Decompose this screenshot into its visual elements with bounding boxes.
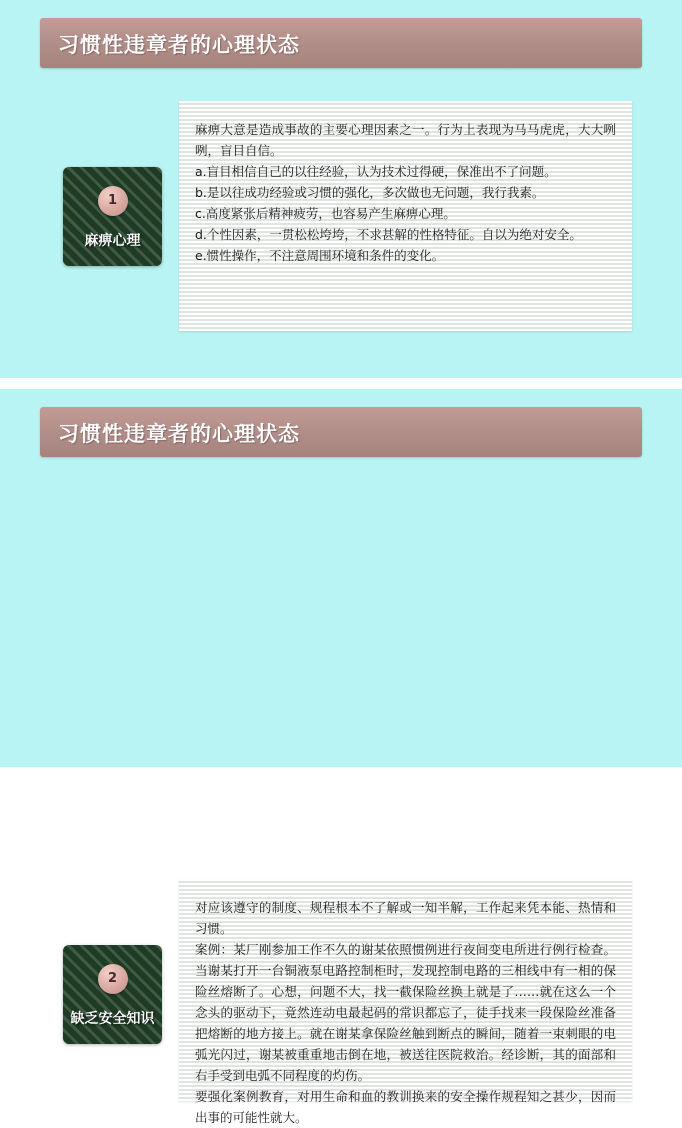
slide-1-paragraph: b.是以往成功经验或习惯的强化，多次做也无问题，我行我素。 (195, 185, 545, 200)
slide-2 (0, 389, 682, 1125)
slide-1-paragraph: c.高度紧张后精神疲劳，也容易产生麻痹心理。 (195, 206, 456, 221)
slide-1-paragraph: 麻痹大意是造成事故的主要心理因素之一。行为上表现为马马虎虎，大大咧咧，盲目自信。 (195, 122, 616, 158)
slide-1-body-panel (179, 101, 632, 331)
slide-2-paragraph: 案例：某厂刚参加工作不久的谢某依照惯例进行夜间变电所进行例行检查。当谢某打开一台铜液泵电路控制柜时，发现控制电路的三相线中有一相的保险丝熔断了。心想，问题不大，找一截保险丝换上就是了……就在这么一个念头的驱动下，竟然连动电最起码的常识都忘了，徒手找来一段保险丝准备把熔断的地方接上。就在谢某拿保险丝触到断点的瞬间，随着一束刺眼的电弧光闪过，谢某被重重地击倒在地，被送往医院救治。经诊断，其的面部和右手受到电弧不同程度的灼伤。 (195, 942, 616, 1083)
slide-2-badge-number: 2 (98, 964, 128, 994)
slide-2-paragraph: 要强化案例教育，对用生命和血的教训换来的安全操作规程知之甚少，因而出事的可能性就大。 (195, 1089, 616, 1125)
slide-2-title-bar (40, 407, 642, 457)
slide-1-title: 习惯性违章者的心理状态 (58, 33, 300, 57)
slide-1-paragraph: d.个性因素，一贯松松垮垮，不求甚解的性格特征。自以为绝对安全。 (195, 227, 582, 242)
slide-1 (0, 0, 682, 378)
slide-1-title-bar (40, 18, 642, 68)
slide-2-badge-label: 缺乏安全知识 (70, 1011, 155, 1027)
slide-1-badge (63, 167, 162, 266)
slide-1-badge-label: 麻痹心理 (84, 233, 141, 249)
slide-2-body-panel (179, 879, 632, 1125)
slide-1-badge-number: 1 (98, 186, 128, 216)
slide-2-title: 习惯性违章者的心理状态 (58, 422, 300, 446)
slide-divider (0, 378, 682, 389)
slide-1-paragraph: a.盲目相信自己的以往经验，认为技术过得硬，保准出不了问题。 (195, 164, 557, 179)
slide-2-badge (63, 945, 162, 1044)
slide-2-paragraph: 对应该遵守的制度、规程根本不了解或一知半解，工作起来凭本能、热情和习惯。 (195, 900, 616, 936)
slide-1-paragraph: e.惯性操作，不注意周围环境和条件的变化。 (195, 248, 445, 263)
